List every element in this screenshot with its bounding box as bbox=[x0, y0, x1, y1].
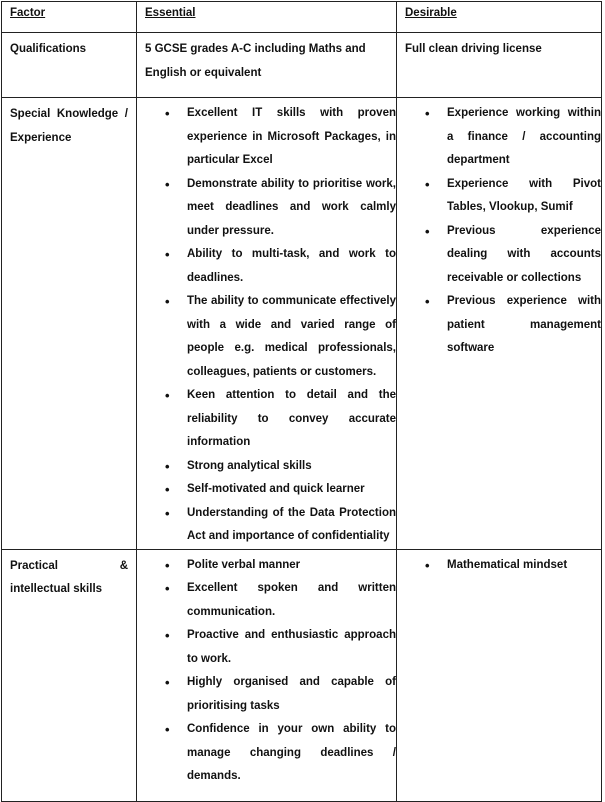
factor-label: Special Knowledge / Experience bbox=[10, 108, 128, 144]
essential-cell bbox=[137, 33, 397, 98]
header-factor: Factor bbox=[10, 7, 46, 19]
bullet-icon: • bbox=[425, 294, 430, 309]
list-item: • Previous experience with patient management software bbox=[397, 290, 601, 361]
list-item: • Previous experience dealing with accounts receivable or collections bbox=[397, 220, 601, 291]
essential-text: 5 GCSE grades A-C including Maths and English or equivalent bbox=[145, 43, 366, 79]
list-item: • Confidence in your own ability to manage changing deadlines / demands. bbox=[137, 718, 396, 789]
person-specification-document bbox=[1, 1, 601, 794]
essential-list bbox=[137, 550, 396, 789]
row-practical-skills bbox=[2, 549, 602, 801]
row-qualifications bbox=[2, 33, 602, 98]
list-item: • Highly organised and capable of prioritising tasks bbox=[137, 671, 396, 718]
list-item: • Polite verbal manner bbox=[137, 554, 396, 578]
desirable-cell bbox=[397, 549, 602, 801]
bullet-icon: • bbox=[165, 294, 170, 309]
essential-list bbox=[137, 98, 396, 549]
list-item: • Mathematical mindset bbox=[397, 554, 601, 578]
list-item: • The ability to communicate effectively with a wide and varied range of people e.g. medical professionals, colleagues, patients or customers. bbox=[137, 290, 396, 384]
bullet-icon: • bbox=[425, 557, 430, 573]
desirable-list bbox=[397, 550, 601, 578]
header-row bbox=[2, 2, 602, 33]
header-cell-desirable bbox=[397, 2, 602, 33]
list-item: • Demonstrate ability to prioritise work, meet deadlines and work calmly under pressure. bbox=[137, 173, 396, 244]
list-item: • Ability to multi-task, and work to deadlines. bbox=[137, 243, 396, 290]
header-desirable: Desirable bbox=[405, 7, 457, 19]
factor-cell bbox=[2, 98, 137, 550]
desirable-text: Full clean driving license bbox=[405, 43, 542, 55]
list-item: • Strong analytical skills bbox=[137, 455, 396, 479]
bullet-icon: • bbox=[165, 247, 170, 262]
list-item: • Experience working within a finance / accounting department bbox=[397, 102, 601, 173]
list-item: • Keen attention to detail and the reliability to convey accurate information bbox=[137, 384, 396, 455]
bullet-icon: • bbox=[165, 722, 170, 737]
bullet-icon: • bbox=[425, 223, 430, 239]
bullet-icon: • bbox=[425, 176, 430, 192]
desirable-cell bbox=[397, 33, 602, 98]
bullet-icon: • bbox=[165, 106, 170, 121]
bullet-icon: • bbox=[165, 505, 170, 521]
list-item: • Excellent spoken and written communication. bbox=[137, 577, 396, 624]
essential-cell bbox=[137, 98, 397, 550]
bullet-icon: • bbox=[165, 557, 170, 573]
desirable-list bbox=[397, 98, 601, 361]
header-cell-factor bbox=[2, 2, 137, 33]
bullet-icon: • bbox=[165, 482, 170, 497]
bullet-icon: • bbox=[165, 458, 170, 474]
factor-label: Practical & intellectual skills bbox=[10, 559, 128, 595]
list-item: • Proactive and enthusiastic approach to work. bbox=[137, 624, 396, 671]
essential-cell bbox=[137, 549, 397, 801]
bullet-icon: • bbox=[425, 106, 430, 121]
person-specification-table bbox=[1, 1, 602, 802]
list-item: • Excellent IT skills with proven experience in Microsoft Packages, in particular Excel bbox=[137, 102, 396, 173]
desirable-cell bbox=[397, 98, 602, 550]
factor-cell bbox=[2, 549, 137, 801]
bullet-icon: • bbox=[165, 628, 170, 643]
factor-label: Qualifications bbox=[10, 43, 87, 55]
bullet-icon: • bbox=[165, 675, 170, 690]
list-item: • Experience with Pivot Tables, Vlookup, Sumif bbox=[397, 173, 601, 220]
header-essential: Essential bbox=[145, 7, 196, 19]
bullet-icon: • bbox=[165, 388, 170, 403]
list-item: • Self-motivated and quick learner bbox=[137, 478, 396, 502]
list-item: • Understanding of the Data Protection Act and importance of confidentiality bbox=[137, 502, 396, 549]
header-cell-essential bbox=[137, 2, 397, 33]
row-special-knowledge bbox=[2, 98, 602, 550]
bullet-icon: • bbox=[165, 581, 170, 596]
bullet-icon: • bbox=[165, 176, 170, 192]
factor-cell bbox=[2, 33, 137, 98]
